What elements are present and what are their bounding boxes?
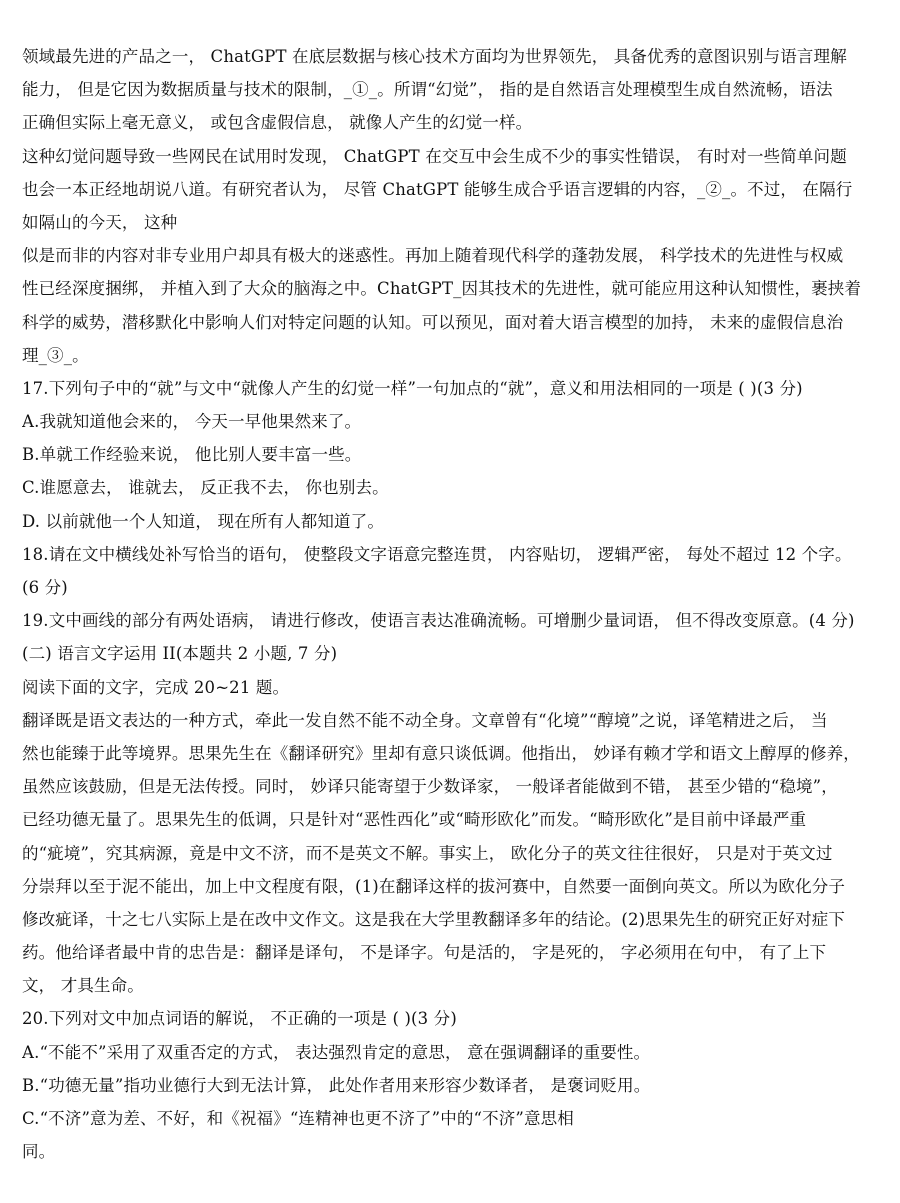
section-heading: (二) 语言文字运用 II(本题共 2 小题, 7 分) bbox=[22, 644, 338, 664]
text-line: 领域最先进的产品之一， ChatGPT 在底层数据与核心技术方面均为世界领先， 具备优秀的意图识别与语言理解 bbox=[22, 47, 847, 66]
text-line: 文， 才具生命。 bbox=[22, 976, 144, 996]
question-17-option-b: B.单就工作经验来说， 他比别人要丰富一些。 bbox=[22, 445, 362, 465]
text-line: 这种幻觉问题导致一些网民在试用时发现， ChatGPT 在交互中会生成不少的事实性错误， 有时对一些简单问题 bbox=[22, 146, 847, 166]
text-line: 能力， 但是它因为数据质量与技术的限制，_①_。所谓“幻觉”， 指的是自然语言处理模型生成自然流畅，语法 bbox=[22, 80, 833, 100]
document-page bbox=[22, 40, 880, 1168]
text-line: 性已经深度捆绑， 并植入到了大众的脑海之中。ChatGPT_因其技术的先进性，就可能应用这种认知惯性，裹挟着 bbox=[22, 279, 862, 299]
question-20-option-a: A.“不能不”采用了双重否定的方式， 表达强烈肯定的意思， 意在强调翻译的重要性。 bbox=[22, 1042, 651, 1062]
text-line: 然也能臻于此等境界。思果先生在《翻译研究》里却有意只谈低调。他指出， 妙译有赖才学和语文上醇厚的修养， bbox=[22, 743, 860, 763]
text-line: 虽然应该鼓励，但是无法传授。同时， 妙译只能寄望于少数译家， 一般译者能做到不错， 甚至少错的“稳境”， bbox=[22, 777, 838, 797]
text-line: 分崇拜以至于泥不能出，加上中文程度有限，(1)在翻译这样的拔河赛中，自然要一面倒向英文。所以为欧化分子 bbox=[22, 876, 846, 896]
text-line: 同。 bbox=[22, 1142, 56, 1162]
text-line: 翻译既是语文表达的一种方式，牵此一发自然不能不动全身。文章曾有“化境”“醇境”之说，译笔精进之后， 当 bbox=[22, 710, 828, 730]
question-17-option-a: A.我就知道他会来的， 今天一早他果然来了。 bbox=[22, 412, 362, 432]
question-18-stem: 18.请在文中横线处补写恰当的语句， 使整段文字语意完整连贯， 内容贴切， 逻辑严密， 每处不超过 12 个字。 bbox=[22, 544, 852, 564]
text-line: 似是而非的内容对非专业用户却具有极大的迷惑性。再加上随着现代科学的蓬勃发展， 科学技术的先进性与权威 bbox=[22, 246, 844, 266]
question-20-option-c: C.“不济”意为差、不好，和《祝福》“连精神也更不济了”中的“不济”意思相 bbox=[22, 1109, 574, 1128]
text-line: 药。他给译者最中肯的忠告是：翻译是译句， 不是译字。句是活的， 字是死的， 字必须用在句中， 有了上下 bbox=[22, 943, 827, 963]
reading-instruction: 阅读下面的文字，完成 20~21 题。 bbox=[22, 677, 290, 697]
text-line: 理_③_。 bbox=[22, 345, 89, 365]
text-line: 正确但实际上毫无意义， 或包含虚假信息， 就像人产生的幻觉一样。 bbox=[22, 113, 533, 133]
question-20-option-b: B.“功德无量”指功业德行大到无法计算， 此处作者用来形容少数译者， 是褒词贬用。 bbox=[22, 1075, 651, 1095]
question-17-option-c: C.谁愿意去， 谁就去， 反正我不去， 你也别去。 bbox=[22, 478, 389, 498]
text-line: 修改疵译，十之七八实际上是在改中文作文。这是我在大学里教翻译多年的结论。(2)思果先生的研究正好对症下 bbox=[22, 909, 846, 929]
question-20-stem: 20.下列对文中加点词语的解说， 不正确的一项是 ( )(3 分) bbox=[22, 1009, 457, 1029]
question-17-stem: 17.下列句子中的“就”与文中“就像人产生的幻觉一样”一句加点的“就”，意义和用法相同的一项是 ( )(3 分) bbox=[22, 378, 803, 398]
question-17-option-d: D. 以前就他一个人知道， 现在所有人都知道了。 bbox=[22, 511, 384, 531]
text-line: 已经功德无量了。思果先生的低调，只是针对“恶性西化”或“畸形欧化”而发。“畸形欧化”是目前中译最严重 bbox=[22, 810, 807, 830]
text-line: 如隔山的今天， 这种 bbox=[22, 212, 178, 232]
text-line: 也会一本正经地胡说八道。有研究者认为， 尽管 ChatGPT 能够生成合乎语言逻辑的内容，_②_。不过， 在隔行 bbox=[22, 179, 853, 199]
question-18-score: (6 分) bbox=[22, 578, 68, 597]
question-19-stem: 19.文中画线的部分有两处语病， 请进行修改，使语言表达准确流畅。可增删少量词语， 但不得改变原意。(4 分) bbox=[22, 611, 855, 631]
text-line: 的“疵境”，究其病源，竟是中文不济，而不是英文不解。事实上， 欧化分子的英文往往很好， 只是对于英文过 bbox=[22, 843, 833, 863]
text-line: 科学的威势，潜移默化中影响人们对特定问题的认知。可以预见，面对着大语言模型的加持， 未来的虚假信息治 bbox=[22, 312, 844, 332]
